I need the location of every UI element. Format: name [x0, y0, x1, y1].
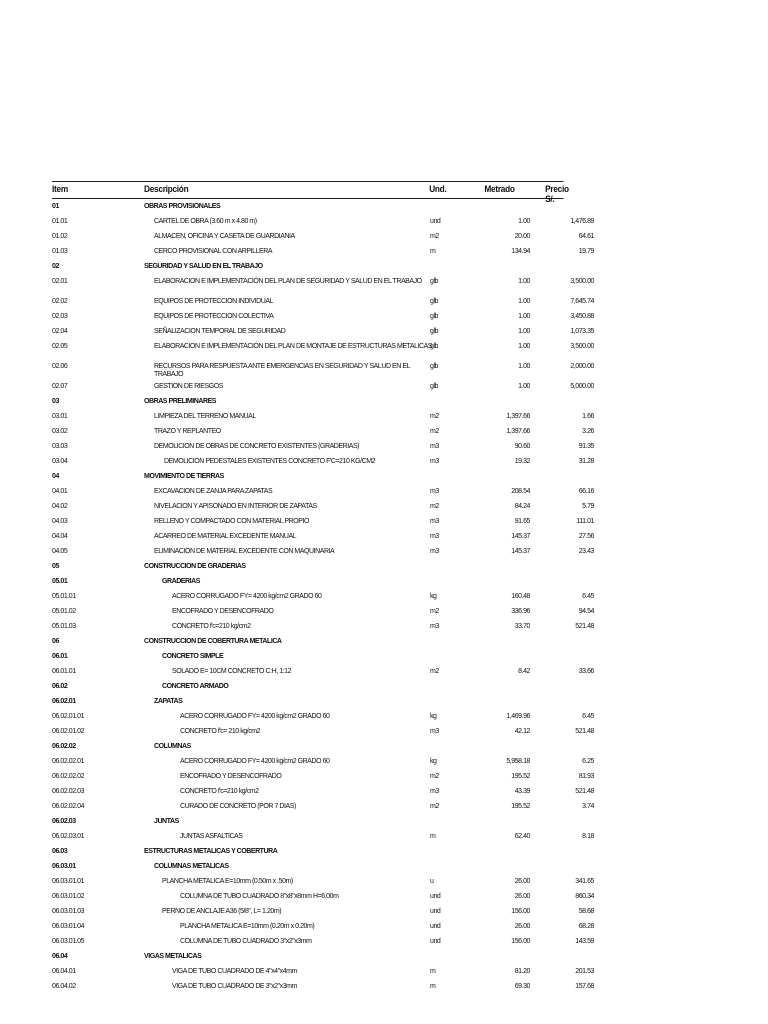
- item-code: 06.04.01: [52, 968, 76, 975]
- item-code: 06.03.01.05: [52, 938, 85, 945]
- item-unit: m: [430, 968, 436, 975]
- table-row: [52, 874, 608, 889]
- section-row: [52, 574, 608, 589]
- item-code: 02.05: [52, 343, 68, 350]
- item-precio: 33.66: [578, 668, 594, 675]
- item-precio: 66.16: [578, 488, 594, 495]
- item-description: COLUMNA DE TUBO CUADRADO 8"x8"x8mm H=6.00m: [180, 893, 339, 900]
- item-code: 03.04: [52, 458, 68, 465]
- item-precio: 8.18: [582, 833, 594, 840]
- item-precio: 23.43: [578, 548, 594, 555]
- item-code: 03.01: [52, 413, 68, 420]
- section-row: [52, 694, 608, 709]
- item-metrado: 43.39: [514, 788, 530, 795]
- item-metrado: 81.20: [514, 968, 530, 975]
- item-code: 06.02: [52, 683, 68, 690]
- item-code: 06.02.02.04: [52, 803, 85, 810]
- item-precio: 5,000.00: [570, 383, 594, 390]
- item-code: 06.02.02: [52, 743, 76, 750]
- item-description: CONCRETO f'c=210 kg/cm2: [180, 788, 259, 795]
- item-precio: 68.28: [578, 923, 594, 930]
- table-row: [52, 244, 608, 259]
- table-row: [52, 409, 608, 424]
- item-metrado: 1.00: [518, 313, 530, 320]
- item-description: ELABORACION E IMPLEMENTACIÓN DEL PLAN DE MONTAJE DE ESTRUCTURAS METALICAS: [154, 343, 433, 350]
- item-metrado: 42.12: [514, 728, 530, 735]
- item-precio: 19.79: [578, 248, 594, 255]
- item-unit: m3: [430, 518, 439, 525]
- item-unit: und: [430, 908, 441, 915]
- item-metrado: 84.24: [514, 503, 530, 510]
- item-description: ZAPATAS: [154, 698, 183, 705]
- item-description: COLUMNAS METALICAS: [154, 863, 229, 870]
- item-description: OBRAS PRELIMINARES: [144, 398, 217, 405]
- table-row: [52, 359, 608, 379]
- item-description: SEGURIDAD Y SALUD EN EL TRABAJO: [144, 263, 263, 270]
- item-unit: m3: [430, 443, 439, 450]
- item-description: VIGAS METALICAS: [144, 953, 202, 960]
- item-unit: glb: [430, 383, 438, 390]
- item-unit: m2: [430, 773, 439, 780]
- item-code: 04.04: [52, 533, 68, 540]
- table-row: [52, 754, 608, 769]
- item-precio: 3,450.88: [570, 313, 594, 320]
- item-unit: m3: [430, 548, 439, 555]
- item-description: CONCRETO ARMADO: [162, 683, 229, 690]
- table-row: [52, 979, 608, 994]
- header-metrado: Metrado: [484, 184, 515, 194]
- table-row: [52, 514, 608, 529]
- item-metrado: 145.37: [511, 548, 530, 555]
- item-unit: m2: [430, 233, 439, 240]
- item-description: PERNO DE ANCLAJE A36 (5/8", L= 1.20m): [162, 908, 282, 915]
- item-unit: m2: [430, 428, 439, 435]
- item-code: 05: [52, 563, 59, 570]
- item-unit: m3: [430, 623, 439, 630]
- section-row: [52, 859, 608, 874]
- item-description: ALMACEN, OFICINA Y CASETA DE GUARDIANIA: [154, 233, 295, 240]
- table-row: [52, 499, 608, 514]
- item-description: ACERO CORRUGADO FY= 4200 kg/cm2 GRADO 60: [180, 758, 330, 765]
- item-unit: u: [430, 878, 434, 885]
- item-precio: 6.25: [582, 758, 594, 765]
- item-unit: m2: [430, 608, 439, 615]
- item-code: 06.03.01.03: [52, 908, 85, 915]
- item-code: 05.01: [52, 578, 68, 585]
- table-row: [52, 889, 608, 904]
- section-row: [52, 559, 608, 574]
- item-metrado: 20.00: [514, 233, 530, 240]
- item-precio: 94.54: [578, 608, 594, 615]
- table-body: [52, 199, 608, 994]
- item-description: EXCAVACION DE ZANJA PARA ZAPATAS: [154, 488, 273, 495]
- item-code: 04: [52, 473, 59, 480]
- item-precio: 111.01: [576, 518, 594, 525]
- section-row: [52, 394, 608, 409]
- section-row: [52, 949, 608, 964]
- table-row: [52, 529, 608, 544]
- table-row: [52, 904, 608, 919]
- item-precio: 1,476.89: [570, 218, 594, 225]
- item-precio: 91.35: [578, 443, 594, 450]
- item-metrado: 145.37: [511, 533, 530, 540]
- item-unit: kg: [430, 593, 437, 600]
- item-unit: m: [430, 248, 436, 255]
- item-code: 01.01: [52, 218, 68, 225]
- item-description: COLUMNA DE TUBO CUADRADO 3"x2"x3mm: [180, 938, 312, 945]
- section-row: [52, 739, 608, 754]
- item-precio: 521.48: [575, 788, 594, 795]
- item-code: 06.02.02.03: [52, 788, 85, 795]
- section-row: [52, 814, 608, 829]
- item-description: CERCO PROVISIONAL CON ARPILLERA: [154, 248, 273, 255]
- item-unit: m2: [430, 413, 439, 420]
- item-precio: 521.48: [575, 728, 594, 735]
- item-unit: glb: [430, 328, 438, 335]
- item-precio: 341.65: [575, 878, 594, 885]
- item-code: 06.03.01.02: [52, 893, 85, 900]
- item-unit: m2: [430, 668, 439, 675]
- item-unit: m3: [430, 458, 439, 465]
- table-row: [52, 324, 608, 339]
- item-precio: 143.59: [575, 938, 594, 945]
- item-description: ENCOFRADO Y DESENCOFRADO: [180, 773, 282, 780]
- item-metrado: 1,397.66: [506, 428, 530, 435]
- item-metrado: 19.32: [514, 458, 530, 465]
- item-description: RELLENO Y COMPACTADO CON MATERIAL PROPIO: [154, 518, 309, 525]
- item-description: CONCRETO f'c=210 kg/cm2: [172, 623, 251, 630]
- table-row: [52, 379, 608, 394]
- table-row: [52, 724, 608, 739]
- table-row: [52, 604, 608, 619]
- item-metrado: 8.42: [518, 668, 530, 675]
- item-metrado: 26.00: [514, 923, 530, 930]
- item-unit: m3: [430, 788, 439, 795]
- item-precio: 27.56: [578, 533, 594, 540]
- item-code: 06.01: [52, 653, 68, 660]
- item-precio: 7,645.74: [570, 298, 594, 305]
- item-unit: glb: [430, 298, 438, 305]
- item-description: ACERO CORRUGADO FY= 4200 kg/cm2 GRADO 60: [180, 713, 330, 720]
- item-code: 06.03.01.01: [52, 878, 85, 885]
- item-code: 01: [52, 203, 59, 210]
- item-description: ELIMINACION DE MATERIAL EXCEDENTE CON MAQUINARIA: [154, 548, 335, 555]
- item-metrado: 1.00: [518, 278, 530, 285]
- item-metrado: 195.52: [511, 803, 530, 810]
- item-description: PLANCHA METALICA E=10mm (0.50m x .50m): [162, 878, 293, 885]
- table-row: [52, 964, 608, 979]
- item-unit: und: [430, 218, 441, 225]
- item-metrado: 5,958.18: [506, 758, 530, 765]
- table-row: [52, 784, 608, 799]
- budget-table: [52, 181, 608, 994]
- item-code: 03.03: [52, 443, 68, 450]
- item-precio: 5.79: [582, 503, 594, 510]
- item-description: TRAZO Y REPLANTEO: [154, 428, 221, 435]
- table-row: [52, 424, 608, 439]
- item-description: RECURSOS PARA RESPUESTA ANTE EMERGENCIAS EN SEGURIDAD Y SALUD EN EL TRABAJO: [154, 363, 410, 378]
- table-row: [52, 544, 608, 559]
- item-description: DEMOLICION PEDESTALES EXISTENTES CONCRETO F'C=210 KG/CM2: [164, 458, 376, 465]
- item-precio: 860.34: [575, 893, 594, 900]
- item-metrado: 1.00: [518, 383, 530, 390]
- item-code: 04.02: [52, 503, 68, 510]
- item-description: CARTEL DE OBRA (3.60 m x 4.80 m): [154, 218, 257, 225]
- item-precio: 64.61: [578, 233, 594, 240]
- item-description: VIGA DE TUBO CUADRADO DE 3"x2"x3mm: [172, 983, 297, 990]
- table-row: [52, 439, 608, 454]
- section-row: [52, 649, 608, 664]
- item-code: 02.07: [52, 383, 68, 390]
- item-unit: m2: [430, 503, 439, 510]
- item-metrado: 134.94: [511, 248, 530, 255]
- item-precio: 3,500.00: [570, 278, 594, 285]
- item-description: PLANCHA METALICA E=10mm (0.20m x 0.20m): [180, 923, 315, 930]
- section-row: [52, 259, 608, 274]
- item-metrado: 1.00: [518, 298, 530, 305]
- item-metrado: 156.00: [511, 908, 530, 915]
- item-description: SEÑALIZACION TEMPORAL DE SEGURIDAD: [154, 328, 286, 335]
- item-code: 02.04: [52, 328, 68, 335]
- header-item: Item: [52, 184, 68, 194]
- item-code: 04.03: [52, 518, 68, 525]
- item-description: LIMPIEZA DEL TERRENO MANUAL: [154, 413, 256, 420]
- item-unit: glb: [430, 278, 438, 285]
- item-metrado: 1.00: [518, 218, 530, 225]
- item-precio: 1,073.35: [570, 328, 594, 335]
- table-row: [52, 919, 608, 934]
- item-code: 06.02.02.02: [52, 773, 85, 780]
- item-description: ENCOFRADO Y DESENCOFRADO: [172, 608, 274, 615]
- item-code: 02.02: [52, 298, 68, 305]
- item-unit: und: [430, 893, 441, 900]
- item-unit: m3: [430, 488, 439, 495]
- item-description: SOLADO E= 10CM CONCRETO C:H, 1:12: [172, 668, 292, 675]
- table-row: [52, 214, 608, 229]
- item-description: GESTION DE RIESGOS: [154, 383, 223, 390]
- item-code: 06.02.01.01: [52, 713, 85, 720]
- item-description: ACARREO DE MATERIAL EXCEDENTE MANUAL: [154, 533, 297, 540]
- item-description: CONSTRUCCION DE GRADERIAS: [144, 563, 246, 570]
- item-description: COLUMNAS: [154, 743, 191, 750]
- item-metrado: 336.96: [511, 608, 530, 615]
- item-metrado: 26.00: [514, 878, 530, 885]
- item-description: CURADO DE CONCRETO (POR 7 DIAS): [180, 803, 296, 810]
- item-code: 06.04.02: [52, 983, 76, 990]
- section-row: [52, 199, 608, 214]
- item-description: MOVIMIENTO DE TIERRAS: [144, 473, 224, 480]
- item-code: 05.01.02: [52, 608, 76, 615]
- item-precio: 58.68: [578, 908, 594, 915]
- item-code: 05.01.01: [52, 593, 76, 600]
- item-precio: 521.48: [575, 623, 594, 630]
- item-unit: und: [430, 938, 441, 945]
- item-metrado: 160.48: [511, 593, 530, 600]
- item-unit: glb: [430, 343, 438, 350]
- item-code: 03: [52, 398, 59, 405]
- item-metrado: 1.00: [518, 328, 530, 335]
- item-metrado: 195.52: [511, 773, 530, 780]
- item-precio: 1.66: [582, 413, 594, 420]
- table-row: [52, 339, 608, 359]
- item-description: JUNTAS: [154, 818, 179, 825]
- item-description: EQUIPOS DE PROTECCION COLECTIVA: [154, 313, 274, 320]
- header-precio: Precio S/.: [545, 184, 569, 204]
- item-code: 06.02.03: [52, 818, 76, 825]
- section-row: [52, 679, 608, 694]
- header-und: Und.: [429, 184, 447, 194]
- item-code: 06: [52, 638, 59, 645]
- item-description: EQUIPOS DE PROTECCION INDIVIDUAL: [154, 298, 274, 305]
- table-row: [52, 454, 608, 469]
- header-descripcion: Descripción: [144, 184, 189, 194]
- item-precio: 6.45: [582, 593, 594, 600]
- item-code: 04.05: [52, 548, 68, 555]
- item-precio: 3.74: [582, 803, 594, 810]
- item-metrado: 156.00: [511, 938, 530, 945]
- table-row: [52, 589, 608, 604]
- item-description: NIVELACION Y APISONADO EN INTERIOR DE ZAPATAS: [154, 503, 317, 510]
- item-metrado: 62.40: [514, 833, 530, 840]
- item-metrado: 1.00: [518, 343, 530, 350]
- item-description: ACERO CORRUGADO FY= 4200 kg/cm2 GRADO 60: [172, 593, 322, 600]
- item-code: 02.03: [52, 313, 68, 320]
- item-metrado: 33.70: [514, 623, 530, 630]
- item-description: GRADERIAS: [162, 578, 200, 585]
- item-unit: und: [430, 923, 441, 930]
- item-description: VIGA DE TUBO CUADRADO DE 4"x4"x4mm: [172, 968, 297, 975]
- item-code: 06.03.01.04: [52, 923, 85, 930]
- item-unit: glb: [430, 363, 438, 370]
- item-code: 06.02.02.01: [52, 758, 85, 765]
- item-code: 06.03: [52, 848, 68, 855]
- item-precio: 2,000.00: [570, 363, 594, 370]
- item-metrado: 208.54: [511, 488, 530, 495]
- item-unit: m3: [430, 728, 439, 735]
- table-row: [52, 274, 608, 294]
- item-code: 06.02.01: [52, 698, 76, 705]
- table-row: [52, 619, 608, 634]
- section-row: [52, 844, 608, 859]
- item-unit: glb: [430, 313, 438, 320]
- item-unit: kg: [430, 713, 437, 720]
- item-metrado: 90.60: [514, 443, 530, 450]
- item-description: JUNTAS ASFALTICAS: [180, 833, 243, 840]
- item-precio: 157.68: [575, 983, 594, 990]
- item-precio: 6.45: [582, 713, 594, 720]
- table-row: [52, 769, 608, 784]
- item-description: ELABORACION E IMPLEMENTACIÓN DEL PLAN DE SEGURIDAD Y SALUD EN EL TRABAJO: [154, 278, 422, 285]
- item-code: 06.03.01: [52, 863, 76, 870]
- item-unit: m: [430, 983, 436, 990]
- item-code: 05.01.03: [52, 623, 76, 630]
- table-row: [52, 934, 608, 949]
- table-row: [52, 709, 608, 724]
- item-code: 03.02: [52, 428, 68, 435]
- item-code: 01.03: [52, 248, 68, 255]
- item-description: OBRAS PROVISIONALES: [144, 203, 221, 210]
- table-row: [52, 829, 608, 844]
- item-code: 06.02.01.02: [52, 728, 85, 735]
- table-row: [52, 294, 608, 309]
- item-unit: m3: [430, 533, 439, 540]
- item-metrado: 1,397.66: [506, 413, 530, 420]
- item-precio: 3.26: [582, 428, 594, 435]
- item-metrado: 69.30: [514, 983, 530, 990]
- item-precio: 201.53: [575, 968, 594, 975]
- item-precio: 81.93: [578, 773, 594, 780]
- item-precio: 31.28: [578, 458, 594, 465]
- item-code: 02.01: [52, 278, 68, 285]
- table-header: [52, 181, 569, 204]
- item-description: ESTRUCTURAS METALICAS Y COBERTURA: [144, 848, 278, 855]
- item-unit: m2: [430, 803, 439, 810]
- item-unit: m: [430, 833, 436, 840]
- item-code: 06.01.01: [52, 668, 76, 675]
- item-code: 06.04: [52, 953, 68, 960]
- item-metrado: 1.00: [518, 363, 530, 370]
- item-metrado: 91.65: [514, 518, 530, 525]
- table-row: [52, 229, 608, 244]
- item-code: 06.02.03.01: [52, 833, 85, 840]
- item-description: CONSTRUCCION DE COBERTURA METALICA: [144, 638, 282, 645]
- item-description: CONCRETO SIMPLE: [162, 653, 224, 660]
- item-code: 04.01: [52, 488, 68, 495]
- table-row: [52, 664, 608, 679]
- item-description: DEMOLICION DE OBRAS DE CONCRETO EXISTENTES (GRADERIAS): [154, 443, 360, 450]
- item-code: 02: [52, 263, 59, 270]
- item-metrado: 26.00: [514, 893, 530, 900]
- section-row: [52, 634, 608, 649]
- table-row: [52, 799, 608, 814]
- table-row: [52, 309, 608, 324]
- item-code: 02.06: [52, 363, 68, 370]
- item-code: 01.02: [52, 233, 68, 240]
- item-unit: kg: [430, 758, 437, 765]
- section-row: [52, 469, 608, 484]
- item-description: CONCRETO f'c= 210 kg/cm2: [180, 728, 261, 735]
- item-precio: 3,500.00: [570, 343, 594, 350]
- table-row: [52, 484, 608, 499]
- item-metrado: 1,469.96: [506, 713, 530, 720]
